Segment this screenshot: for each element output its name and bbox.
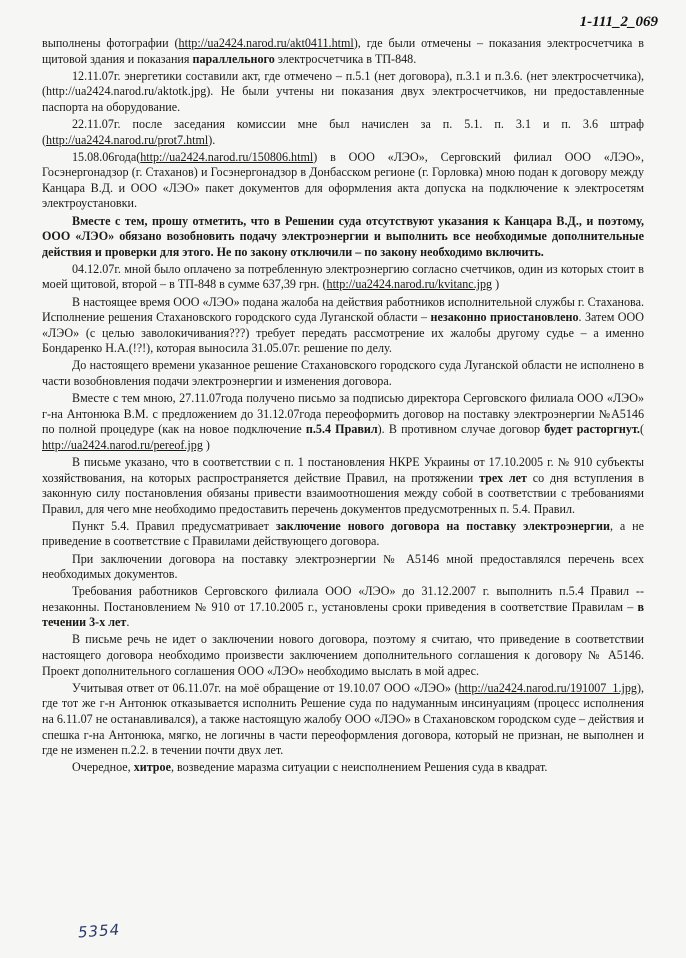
url-text: http://ua2424.narod.ru/kvitanc.jpg <box>326 277 493 292</box>
paragraph-p13 <box>42 584 644 631</box>
text-run: Требования работников Серговского филиала ООО «ЛЭО» до 31.12.2007 г. выполнить п.5.4 Правил -- незаконны. Постановлением № 910 от 17.10.2005 г., установлены сроки приведения в соответствие Правилам – <box>42 584 644 614</box>
bold-text: п.5.4 Правил <box>305 422 378 437</box>
bold-text: хитрое <box>133 760 171 775</box>
paragraph-p15 <box>42 681 644 759</box>
text-run: 12.11.07г. энергетики составили акт, где отмечено – п.5.1 (нет договора), п.3.1 и п.3.6. (нет электросчетчика), (http://ua2424.narod.ru/aktotk.jpg). Не были учтены ни показания двух электросчетчиков, ни предоставленные паспорта на оборудование. <box>42 68 644 114</box>
text-run: ), где тот же г-н Антонюк отказывается исполнить Решение суда по надуманным инсинуациям (процесс исполнения на 6.11.07 не останавливался), а также настоящую жалобу ООО «ЛЭО» в Стахановском городском суде – действия и спешка г-на Антонюка, мягко, не логичны в части переоформления договора, который не признан, не выполнен и где не изменен п.2.2. в течении почти двух лет. <box>42 680 644 758</box>
text-run: ( <box>639 422 644 437</box>
paragraph-p3 <box>42 117 644 148</box>
paragraph-p7 <box>42 295 644 357</box>
paragraph-p10 <box>42 455 644 517</box>
paragraph-p1 <box>42 36 644 67</box>
text-run: 22.11.07г. после заседания комиссии мне был начислен за п. 5.1. п. 3.1 и п. 3.6 штраф ( <box>42 116 644 147</box>
text-run: До настоящего времени указанное решение Стахановского городского суда Луганской области не исполнено в части возобновления подачи электроэнергии и изменения договора. <box>42 358 644 388</box>
paragraph-p16 <box>42 760 644 776</box>
url-text: http://ua2424.narod.ru/191007_1.jpg <box>458 680 637 695</box>
paragraph-p5 <box>42 214 644 261</box>
text-run: электросчетчика в ТП-848. <box>274 51 417 66</box>
document-body <box>42 36 644 776</box>
text-run: , возведение маразма ситуации с неисполнением Решения суда в квадрат. <box>170 760 548 775</box>
text-run: 04.12.07г. мной было оплачено за потребленную электроэнергию согласно счетчиков, один из которых стоит в моей щитовой, второй – в ТП-848 в сумме 637,39 грн. ( <box>42 261 644 292</box>
text-run: В настоящее время ООО «ЛЭО» подана жалоба на действия работников исполнительной службы г. Стаханова. Исполнение решения Стахановского городского суда Луганской области – <box>42 294 644 325</box>
paragraph-p4 <box>42 150 644 212</box>
text-run: со дня вступления в законную силу постановления обязаны привести взаимоотношения между собой в соответствии с требованиями Правил, для чего мне необходимо предоставить перечень документов предусмотренных п. 5.4. Правил. <box>42 470 644 516</box>
bold-text: параллельного <box>192 51 275 66</box>
text-run: Учитывая ответ от 06.11.07г. на моё обращение от 19.10.07 ООО «ЛЭО» ( <box>72 680 459 695</box>
paragraph-p11 <box>42 519 644 550</box>
bold-text: трех лет <box>479 470 527 485</box>
text-run: Вместе с тем мною, 27.11.07года получено письмо за подписью директора Серговского филиала ООО «ЛЭО» г-на Антонюка В.М. с предложением до 31.12.07года переоформить договор на поставку электроэнергии №А5146 по полной процедуре (как на новое подключение <box>42 391 644 437</box>
text-run: При заключении договора на поставку электроэнергии № А5146 мной предоставлялся перечень всех необходимых документов. <box>42 551 644 582</box>
bold-text: будет расторгнут. <box>544 422 640 437</box>
text-run: . Затем ООО «ЛЭО» (с целью заволокичивания???) требует передать рассмотрение их жалобы другому судье – а именно Бондаренко Н.А.(!?!), которая выносила 31.05.07г. решение по делу. <box>42 310 644 356</box>
text-run: выполнены фотографии ( <box>42 36 179 50</box>
text-run: 15.08.06года( <box>72 149 141 164</box>
text-run: ) <box>202 437 210 452</box>
url-text: http://ua2424.narod.ru/prot7.html <box>46 132 209 147</box>
url-text: http://ua2424.narod.ru/akt0411.html <box>178 36 354 50</box>
text-run: Пункт 5.4. Правил предусматривает <box>72 518 276 533</box>
paragraph-p8 <box>42 358 644 389</box>
document-code: 1-111_2_069 <box>579 14 658 30</box>
paragraph-p14 <box>42 632 644 679</box>
text-run: В письме указано, что в соответствии с п. 1 постановления НКРЕ Украины от 17.10.2005 г. № 910 субъекты хозяйствования, на которых распространяется действие Правил, на протяжении <box>42 454 644 485</box>
text-run: ) <box>492 277 500 292</box>
paragraph-p2 <box>42 69 644 116</box>
bold-text: в течении 3-х лет <box>42 599 644 630</box>
url-text: http://ua2424.narod.ru/pereof.jpg <box>42 437 203 452</box>
text-run: ). В противном случае договор <box>377 422 545 437</box>
bold-text: незаконно приостановлено <box>430 310 579 325</box>
paragraph-p9 <box>42 391 644 453</box>
paragraph-p6 <box>42 262 644 293</box>
text-run: Вместе с тем, прошу отметить, что в Решении суда отсутствуют указания к Канцара В.Д., и поэтому, ООО «ЛЭО» обязано возобновить подачу электроэнергии и выполнить все необходимые дополнительные действия и проверки для этого. Не по закону отключили – по закону необходимо включить. <box>42 213 644 259</box>
text-run: . <box>126 615 130 630</box>
text-run: , а не приведение в соответствие с Правилами действующего договора. <box>42 518 644 549</box>
bold-text: заключение нового договора на поставку электроэнергии <box>275 518 610 533</box>
text-run: ). <box>208 132 216 147</box>
text-run: ), где были отмечены – показания электросчетчика в щитовой здания и показания <box>42 36 645 66</box>
url-text: http://ua2424.narod.ru/150806.html <box>140 149 314 164</box>
text-run: В письме речь не идет о заключении нового договора, поэтому я считаю, что приведение в соответствии настоящего договора необходимо произвести заключением дополнительного соглашения к договору № А5146. Проект дополнительного соглашения ООО «ЛЭО» необходимо выслать в мой адрес. <box>42 632 644 678</box>
paragraph-p12 <box>42 552 644 583</box>
text-run: ) в ООО «ЛЭО», Серговский филиал ООО «ЛЭО», Госэнергонадзор (г. Стаханов) и Госэнергонадзор в Донбасском регионе (г. Горловка) мною подан к договору между Канцара В.Д. и ООО «ЛЭО» пакет документов для оформления акта допуска на подключение к электросетям электроустановки. <box>42 149 644 211</box>
text-run: Очередное, <box>72 760 134 775</box>
handwritten-page-number: 5354 <box>77 920 121 942</box>
